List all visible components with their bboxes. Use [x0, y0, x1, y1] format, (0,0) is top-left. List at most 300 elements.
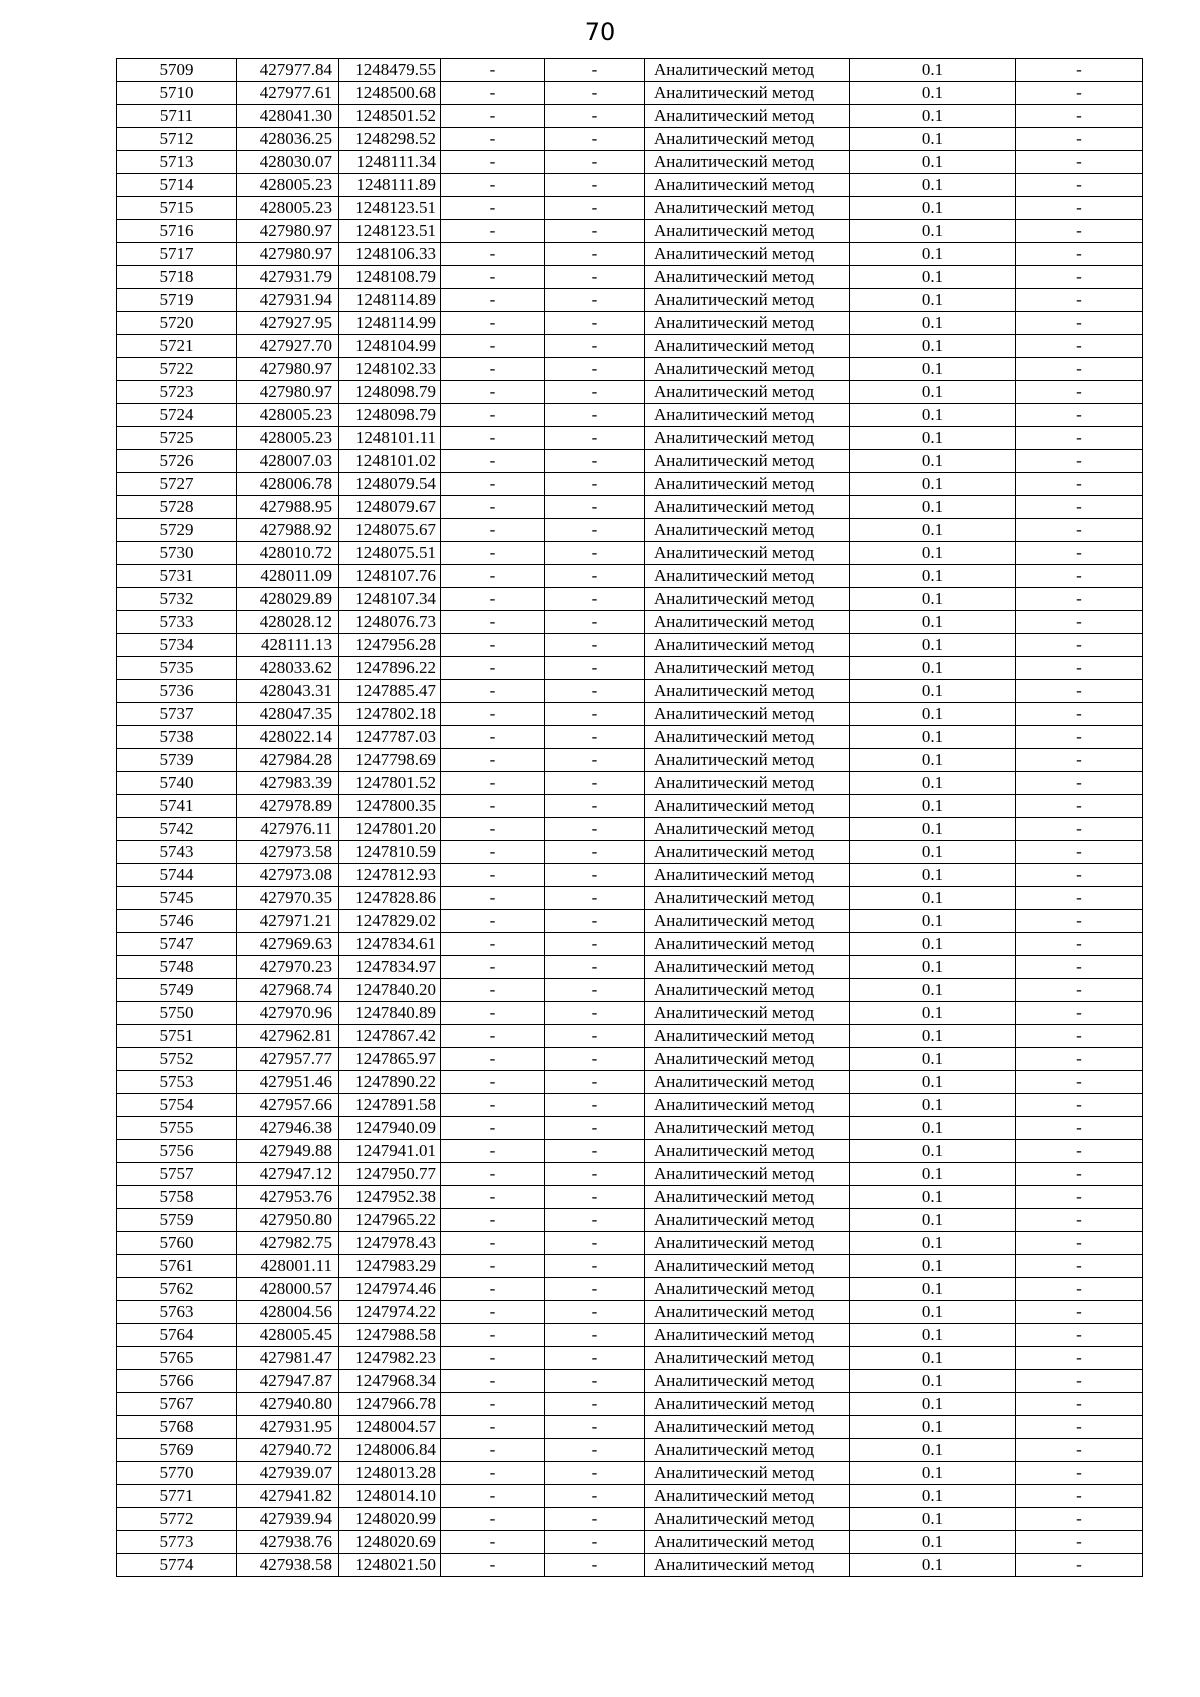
- table-row: [117, 1071, 1143, 1094]
- dash-cell: -: [441, 1140, 545, 1163]
- point-number-cell: 5739: [117, 749, 237, 772]
- y-coordinate-cell: 1247840.20: [339, 979, 441, 1002]
- accuracy-cell: 0.1: [850, 82, 1016, 105]
- point-number-cell: 5740: [117, 772, 237, 795]
- point-number-cell: 5772: [117, 1508, 237, 1531]
- dash-cell: -: [545, 1278, 645, 1301]
- table-row: [117, 1301, 1143, 1324]
- x-coordinate-cell: 427931.94: [237, 289, 339, 312]
- accuracy-cell: 0.1: [850, 910, 1016, 933]
- y-coordinate-cell: 1248098.79: [339, 381, 441, 404]
- y-coordinate-cell: 1247978.43: [339, 1232, 441, 1255]
- dash-cell: -: [1016, 1140, 1143, 1163]
- y-coordinate-cell: 1248123.51: [339, 220, 441, 243]
- dash-cell: -: [1016, 243, 1143, 266]
- y-coordinate-cell: 1247968.34: [339, 1370, 441, 1393]
- dash-cell: -: [1016, 910, 1143, 933]
- dash-cell: -: [1016, 1324, 1143, 1347]
- point-number-cell: 5713: [117, 151, 237, 174]
- point-number-cell: 5758: [117, 1186, 237, 1209]
- y-coordinate-cell: 1248075.67: [339, 519, 441, 542]
- accuracy-cell: 0.1: [850, 1554, 1016, 1577]
- dash-cell: -: [441, 404, 545, 427]
- dash-cell: -: [545, 1301, 645, 1324]
- accuracy-cell: 0.1: [850, 1393, 1016, 1416]
- table-row: [117, 910, 1143, 933]
- dash-cell: -: [1016, 450, 1143, 473]
- x-coordinate-cell: 427962.81: [237, 1025, 339, 1048]
- y-coordinate-cell: 1247890.22: [339, 1071, 441, 1094]
- y-coordinate-cell: 1247950.77: [339, 1163, 441, 1186]
- dash-cell: -: [441, 1508, 545, 1531]
- table-row: [117, 243, 1143, 266]
- accuracy-cell: 0.1: [850, 1094, 1016, 1117]
- dash-cell: -: [441, 151, 545, 174]
- accuracy-cell: 0.1: [850, 772, 1016, 795]
- dash-cell: -: [441, 634, 545, 657]
- x-coordinate-cell: 427977.61: [237, 82, 339, 105]
- x-coordinate-cell: 427988.92: [237, 519, 339, 542]
- x-coordinate-cell: 427951.46: [237, 1071, 339, 1094]
- y-coordinate-cell: 1247840.89: [339, 1002, 441, 1025]
- accuracy-cell: 0.1: [850, 933, 1016, 956]
- method-cell: Аналитический метод: [645, 1554, 850, 1577]
- dash-cell: -: [545, 450, 645, 473]
- dash-cell: -: [545, 910, 645, 933]
- point-number-cell: 5724: [117, 404, 237, 427]
- point-number-cell: 5759: [117, 1209, 237, 1232]
- method-cell: Аналитический метод: [645, 703, 850, 726]
- x-coordinate-cell: 427931.95: [237, 1416, 339, 1439]
- y-coordinate-cell: 1248111.89: [339, 174, 441, 197]
- table-row: [117, 1117, 1143, 1140]
- point-number-cell: 5748: [117, 956, 237, 979]
- dash-cell: -: [1016, 289, 1143, 312]
- dash-cell: -: [441, 795, 545, 818]
- dash-cell: -: [1016, 519, 1143, 542]
- point-number-cell: 5747: [117, 933, 237, 956]
- dash-cell: -: [545, 611, 645, 634]
- y-coordinate-cell: 1248106.33: [339, 243, 441, 266]
- y-coordinate-cell: 1248111.34: [339, 151, 441, 174]
- table-row: [117, 381, 1143, 404]
- point-number-cell: 5749: [117, 979, 237, 1002]
- table-row: [117, 128, 1143, 151]
- dash-cell: -: [545, 1232, 645, 1255]
- table-row: [117, 1140, 1143, 1163]
- accuracy-cell: 0.1: [850, 358, 1016, 381]
- accuracy-cell: 0.1: [850, 1025, 1016, 1048]
- table-row: [117, 1531, 1143, 1554]
- point-number-cell: 5764: [117, 1324, 237, 1347]
- accuracy-cell: 0.1: [850, 1508, 1016, 1531]
- x-coordinate-cell: 428033.62: [237, 657, 339, 680]
- method-cell: Аналитический метод: [645, 956, 850, 979]
- point-number-cell: 5731: [117, 565, 237, 588]
- dash-cell: -: [1016, 1117, 1143, 1140]
- x-coordinate-cell: 427950.80: [237, 1209, 339, 1232]
- method-cell: Аналитический метод: [645, 772, 850, 795]
- accuracy-cell: 0.1: [850, 565, 1016, 588]
- y-coordinate-cell: 1248013.28: [339, 1462, 441, 1485]
- method-cell: Аналитический метод: [645, 404, 850, 427]
- method-cell: Аналитический метод: [645, 220, 850, 243]
- accuracy-cell: 0.1: [850, 197, 1016, 220]
- table-row: [117, 1554, 1143, 1577]
- table-row: [117, 519, 1143, 542]
- method-cell: Аналитический метод: [645, 542, 850, 565]
- point-number-cell: 5733: [117, 611, 237, 634]
- x-coordinate-cell: 428005.23: [237, 197, 339, 220]
- accuracy-cell: 0.1: [850, 473, 1016, 496]
- x-coordinate-cell: 427983.39: [237, 772, 339, 795]
- y-coordinate-cell: 1248114.99: [339, 312, 441, 335]
- table-row: [117, 473, 1143, 496]
- accuracy-cell: 0.1: [850, 956, 1016, 979]
- method-cell: Аналитический метод: [645, 1301, 850, 1324]
- method-cell: Аналитический метод: [645, 358, 850, 381]
- point-number-cell: 5745: [117, 887, 237, 910]
- method-cell: Аналитический метод: [645, 1347, 850, 1370]
- x-coordinate-cell: 427984.28: [237, 749, 339, 772]
- y-coordinate-cell: 1247974.46: [339, 1278, 441, 1301]
- accuracy-cell: 0.1: [850, 151, 1016, 174]
- dash-cell: -: [441, 243, 545, 266]
- dash-cell: -: [1016, 312, 1143, 335]
- dash-cell: -: [441, 841, 545, 864]
- x-coordinate-cell: 427940.72: [237, 1439, 339, 1462]
- point-number-cell: 5750: [117, 1002, 237, 1025]
- accuracy-cell: 0.1: [850, 680, 1016, 703]
- method-cell: Аналитический метод: [645, 1117, 850, 1140]
- dash-cell: -: [441, 1416, 545, 1439]
- point-number-cell: 5741: [117, 795, 237, 818]
- x-coordinate-cell: 427971.21: [237, 910, 339, 933]
- x-coordinate-cell: 427949.88: [237, 1140, 339, 1163]
- dash-cell: -: [441, 335, 545, 358]
- y-coordinate-cell: 1248107.34: [339, 588, 441, 611]
- x-coordinate-cell: 428036.25: [237, 128, 339, 151]
- y-coordinate-cell: 1248108.79: [339, 266, 441, 289]
- dash-cell: -: [441, 1393, 545, 1416]
- accuracy-cell: 0.1: [850, 1485, 1016, 1508]
- point-number-cell: 5712: [117, 128, 237, 151]
- method-cell: Аналитический метод: [645, 197, 850, 220]
- y-coordinate-cell: 1247829.02: [339, 910, 441, 933]
- dash-cell: -: [1016, 1278, 1143, 1301]
- point-number-cell: 5709: [117, 59, 237, 82]
- y-coordinate-cell: 1247885.47: [339, 680, 441, 703]
- x-coordinate-cell: 428001.11: [237, 1255, 339, 1278]
- y-coordinate-cell: 1247983.29: [339, 1255, 441, 1278]
- accuracy-cell: 0.1: [850, 1232, 1016, 1255]
- accuracy-cell: 0.1: [850, 588, 1016, 611]
- table-row: [117, 1163, 1143, 1186]
- dash-cell: -: [545, 1554, 645, 1577]
- x-coordinate-cell: 427969.63: [237, 933, 339, 956]
- dash-cell: -: [1016, 772, 1143, 795]
- dash-cell: -: [545, 59, 645, 82]
- dash-cell: -: [1016, 1209, 1143, 1232]
- x-coordinate-cell: 427938.76: [237, 1531, 339, 1554]
- x-coordinate-cell: 427976.11: [237, 818, 339, 841]
- point-number-cell: 5721: [117, 335, 237, 358]
- x-coordinate-cell: 427938.58: [237, 1554, 339, 1577]
- dash-cell: -: [441, 726, 545, 749]
- dash-cell: -: [441, 1094, 545, 1117]
- table-row: [117, 1370, 1143, 1393]
- dash-cell: -: [1016, 1048, 1143, 1071]
- dash-cell: -: [545, 1324, 645, 1347]
- point-number-cell: 5732: [117, 588, 237, 611]
- table-row: [117, 358, 1143, 381]
- dash-cell: -: [545, 197, 645, 220]
- accuracy-cell: 0.1: [850, 59, 1016, 82]
- accuracy-cell: 0.1: [850, 450, 1016, 473]
- method-cell: Аналитический метод: [645, 496, 850, 519]
- accuracy-cell: 0.1: [850, 1301, 1016, 1324]
- method-cell: Аналитический метод: [645, 1048, 850, 1071]
- table-row: [117, 1278, 1143, 1301]
- x-coordinate-cell: 428043.31: [237, 680, 339, 703]
- x-coordinate-cell: 427927.70: [237, 335, 339, 358]
- method-cell: Аналитический метод: [645, 1393, 850, 1416]
- dash-cell: -: [441, 1324, 545, 1347]
- x-coordinate-cell: 427927.95: [237, 312, 339, 335]
- y-coordinate-cell: 1247982.23: [339, 1347, 441, 1370]
- point-number-cell: 5746: [117, 910, 237, 933]
- table-row: [117, 1048, 1143, 1071]
- dash-cell: -: [545, 519, 645, 542]
- accuracy-cell: 0.1: [850, 1416, 1016, 1439]
- table-row: [117, 1209, 1143, 1232]
- dash-cell: -: [1016, 726, 1143, 749]
- dash-cell: -: [441, 1531, 545, 1554]
- table-row: [117, 427, 1143, 450]
- dash-cell: -: [1016, 657, 1143, 680]
- dash-cell: -: [441, 1209, 545, 1232]
- point-number-cell: 5773: [117, 1531, 237, 1554]
- dash-cell: -: [545, 174, 645, 197]
- x-coordinate-cell: 428041.30: [237, 105, 339, 128]
- x-coordinate-cell: 427970.23: [237, 956, 339, 979]
- dash-cell: -: [441, 933, 545, 956]
- method-cell: Аналитический метод: [645, 1071, 850, 1094]
- method-cell: Аналитический метод: [645, 1485, 850, 1508]
- dash-cell: -: [545, 266, 645, 289]
- dash-cell: -: [441, 289, 545, 312]
- x-coordinate-cell: 427940.80: [237, 1393, 339, 1416]
- x-coordinate-cell: 427973.08: [237, 864, 339, 887]
- table-row: [117, 772, 1143, 795]
- point-number-cell: 5774: [117, 1554, 237, 1577]
- dash-cell: -: [545, 542, 645, 565]
- dash-cell: -: [1016, 358, 1143, 381]
- dash-cell: -: [545, 1439, 645, 1462]
- dash-cell: -: [1016, 588, 1143, 611]
- dash-cell: -: [1016, 128, 1143, 151]
- table-row: [117, 1324, 1143, 1347]
- dash-cell: -: [1016, 542, 1143, 565]
- dash-cell: -: [441, 588, 545, 611]
- method-cell: Аналитический метод: [645, 105, 850, 128]
- y-coordinate-cell: 1247966.78: [339, 1393, 441, 1416]
- point-number-cell: 5754: [117, 1094, 237, 1117]
- dash-cell: -: [545, 404, 645, 427]
- dash-cell: -: [441, 197, 545, 220]
- y-coordinate-cell: 1247952.38: [339, 1186, 441, 1209]
- accuracy-cell: 0.1: [850, 542, 1016, 565]
- dash-cell: -: [545, 82, 645, 105]
- accuracy-cell: 0.1: [850, 1209, 1016, 1232]
- y-coordinate-cell: 1247828.86: [339, 887, 441, 910]
- accuracy-cell: 0.1: [850, 979, 1016, 1002]
- y-coordinate-cell: 1248098.79: [339, 404, 441, 427]
- x-coordinate-cell: 427946.38: [237, 1117, 339, 1140]
- dash-cell: -: [441, 105, 545, 128]
- point-number-cell: 5719: [117, 289, 237, 312]
- point-number-cell: 5769: [117, 1439, 237, 1462]
- accuracy-cell: 0.1: [850, 1370, 1016, 1393]
- x-coordinate-cell: 427947.12: [237, 1163, 339, 1186]
- dash-cell: -: [441, 542, 545, 565]
- dash-cell: -: [441, 59, 545, 82]
- method-cell: Аналитический метод: [645, 1255, 850, 1278]
- x-coordinate-cell: 428022.14: [237, 726, 339, 749]
- point-number-cell: 5753: [117, 1071, 237, 1094]
- point-number-cell: 5722: [117, 358, 237, 381]
- point-number-cell: 5725: [117, 427, 237, 450]
- point-number-cell: 5717: [117, 243, 237, 266]
- dash-cell: -: [545, 220, 645, 243]
- method-cell: Аналитический метод: [645, 519, 850, 542]
- accuracy-cell: 0.1: [850, 220, 1016, 243]
- y-coordinate-cell: 1247810.59: [339, 841, 441, 864]
- dash-cell: -: [441, 1232, 545, 1255]
- point-number-cell: 5770: [117, 1462, 237, 1485]
- dash-cell: -: [441, 220, 545, 243]
- accuracy-cell: 0.1: [850, 266, 1016, 289]
- method-cell: Аналитический метод: [645, 1531, 850, 1554]
- table-body: [117, 59, 1143, 1577]
- dash-cell: -: [1016, 933, 1143, 956]
- y-coordinate-cell: 1248101.11: [339, 427, 441, 450]
- point-number-cell: 5751: [117, 1025, 237, 1048]
- y-coordinate-cell: 1248020.99: [339, 1508, 441, 1531]
- y-coordinate-cell: 1248123.51: [339, 197, 441, 220]
- dash-cell: -: [1016, 82, 1143, 105]
- accuracy-cell: 0.1: [850, 105, 1016, 128]
- table-row: [117, 841, 1143, 864]
- method-cell: Аналитический метод: [645, 473, 850, 496]
- dash-cell: -: [441, 749, 545, 772]
- accuracy-cell: 0.1: [850, 243, 1016, 266]
- method-cell: Аналитический метод: [645, 1324, 850, 1347]
- y-coordinate-cell: 1247798.69: [339, 749, 441, 772]
- accuracy-cell: 0.1: [850, 1071, 1016, 1094]
- dash-cell: -: [545, 1393, 645, 1416]
- x-coordinate-cell: 428005.23: [237, 174, 339, 197]
- y-coordinate-cell: 1247834.97: [339, 956, 441, 979]
- x-coordinate-cell: 427988.95: [237, 496, 339, 519]
- table-row: [117, 887, 1143, 910]
- dash-cell: -: [545, 427, 645, 450]
- method-cell: Аналитический метод: [645, 82, 850, 105]
- table-row: [117, 657, 1143, 680]
- dash-cell: -: [545, 1117, 645, 1140]
- table-row: [117, 404, 1143, 427]
- table-row: [117, 611, 1143, 634]
- dash-cell: -: [545, 1255, 645, 1278]
- method-cell: Аналитический метод: [645, 1278, 850, 1301]
- y-coordinate-cell: 1248079.54: [339, 473, 441, 496]
- accuracy-cell: 0.1: [850, 1163, 1016, 1186]
- table-row: [117, 197, 1143, 220]
- table-row: [117, 450, 1143, 473]
- dash-cell: -: [1016, 1393, 1143, 1416]
- dash-cell: -: [1016, 266, 1143, 289]
- table-row: [117, 749, 1143, 772]
- dash-cell: -: [441, 1071, 545, 1094]
- dash-cell: -: [545, 634, 645, 657]
- dash-cell: -: [545, 1209, 645, 1232]
- accuracy-cell: 0.1: [850, 1048, 1016, 1071]
- method-cell: Аналитический метод: [645, 335, 850, 358]
- dash-cell: -: [545, 473, 645, 496]
- dash-cell: -: [1016, 1508, 1143, 1531]
- method-cell: Аналитический метод: [645, 979, 850, 1002]
- point-number-cell: 5723: [117, 381, 237, 404]
- method-cell: Аналитический метод: [645, 1232, 850, 1255]
- y-coordinate-cell: 1247956.28: [339, 634, 441, 657]
- accuracy-cell: 0.1: [850, 841, 1016, 864]
- dash-cell: -: [1016, 956, 1143, 979]
- dash-cell: -: [1016, 1531, 1143, 1554]
- dash-cell: -: [545, 887, 645, 910]
- y-coordinate-cell: 1247896.22: [339, 657, 441, 680]
- dash-cell: -: [441, 864, 545, 887]
- y-coordinate-cell: 1247812.93: [339, 864, 441, 887]
- x-coordinate-cell: 427947.87: [237, 1370, 339, 1393]
- point-number-cell: 5771: [117, 1485, 237, 1508]
- accuracy-cell: 0.1: [850, 1002, 1016, 1025]
- table-row: [117, 864, 1143, 887]
- method-cell: Аналитический метод: [645, 657, 850, 680]
- method-cell: Аналитический метод: [645, 1002, 850, 1025]
- coordinates-table: [116, 58, 1143, 1577]
- dash-cell: -: [441, 174, 545, 197]
- table-row: [117, 289, 1143, 312]
- dash-cell: -: [1016, 427, 1143, 450]
- dash-cell: -: [441, 680, 545, 703]
- dash-cell: -: [441, 1462, 545, 1485]
- method-cell: Аналитический метод: [645, 565, 850, 588]
- dash-cell: -: [1016, 680, 1143, 703]
- x-coordinate-cell: 427980.97: [237, 243, 339, 266]
- point-number-cell: 5768: [117, 1416, 237, 1439]
- y-coordinate-cell: 1247988.58: [339, 1324, 441, 1347]
- y-coordinate-cell: 1247891.58: [339, 1094, 441, 1117]
- y-coordinate-cell: 1248102.33: [339, 358, 441, 381]
- point-number-cell: 5729: [117, 519, 237, 542]
- dash-cell: -: [441, 496, 545, 519]
- accuracy-cell: 0.1: [850, 703, 1016, 726]
- x-coordinate-cell: 427939.94: [237, 1508, 339, 1531]
- y-coordinate-cell: 1248101.02: [339, 450, 441, 473]
- dash-cell: -: [545, 1370, 645, 1393]
- x-coordinate-cell: 427978.89: [237, 795, 339, 818]
- dash-cell: -: [545, 1071, 645, 1094]
